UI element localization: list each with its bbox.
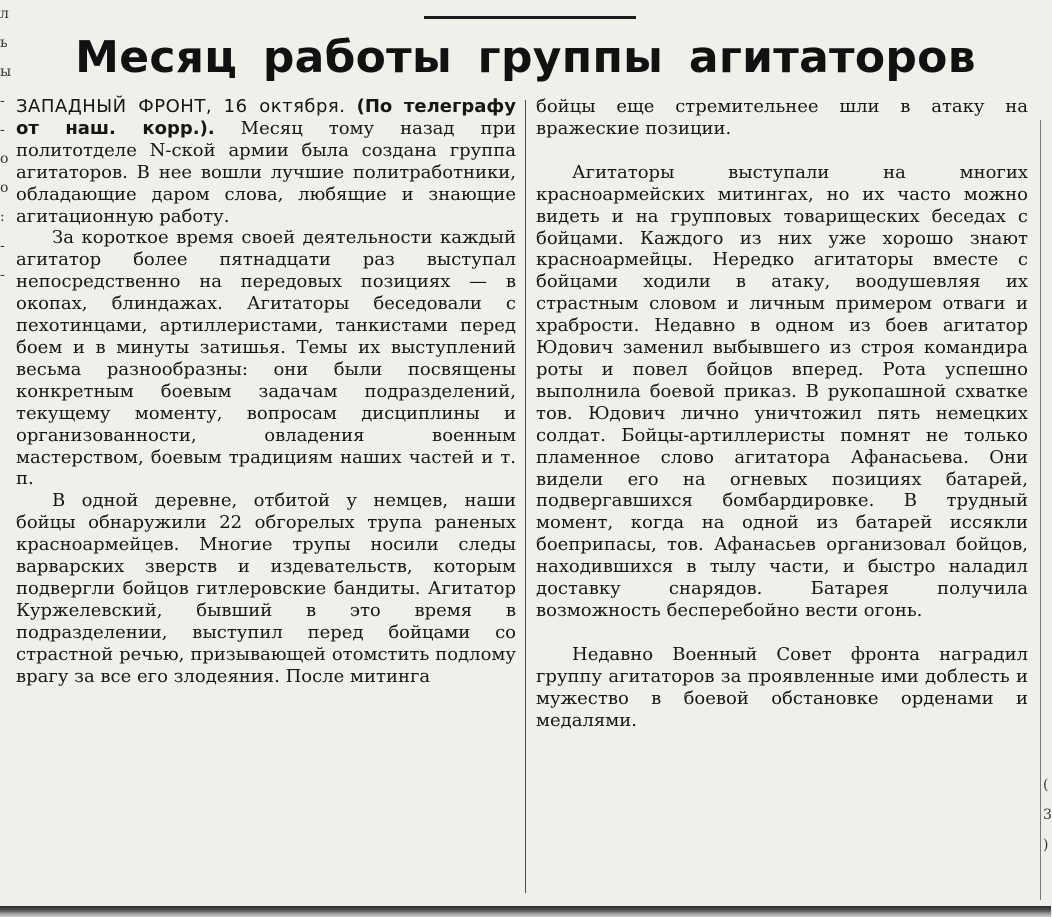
- article-column-right: [536, 96, 1028, 897]
- article-paragraph-continuation: бойцы еще стремительнее шли в атаку на вражеские позиции.: [536, 96, 1028, 139]
- article-lead-paragraph: [16, 96, 516, 227]
- left-margin-fragment: л ь ы - - о о : - -: [0, 6, 12, 283]
- page-bottom-edge: [0, 906, 1051, 917]
- article-dateline: ЗАПАДНЫЙ ФРОНТ, 16 октября.: [16, 96, 346, 117]
- headline-top-rule: [424, 16, 636, 19]
- article-paragraph: Агитаторы выступали на многих красноармейских митингах, но их часто можно видеть и на групповых товарищеских беседах с бойцами. Каждого из них уже хорошо знают красноармейцы. Нередко агитаторы вместе с бойцами ходили в атаку, воодушевляя их страстным словом и личным примером отваги и храбрости. Недавно в одном из боев агитатор Юдович заменил выбывшего из строя командира роты и повел бойцов вперед. Рота успешно выполнила боевой приказ. В рукопашной схватке тов. Юдович лично уничтожил пять немецких солдат. Бойцы-артиллеристы помнят не только пламенное слово агитатора Афанасьева. Они видели его на огневых позициях батарей, подвергавшихся бомбардировке. В трудный момент, когда на одной из батарей иссякли боеприпасы, тов. Афанасьев организовал бойцов, находившихся в тылу части, и быстро наладил доставку снарядов. Батарея получила возможность бесперебойно вести огонь.: [536, 161, 1028, 621]
- right-margin-rule: [1040, 120, 1041, 900]
- column-divider: [525, 100, 526, 893]
- article-column-left: [16, 96, 516, 897]
- paragraph-spacer: [536, 140, 1028, 162]
- right-margin-fragment: ( 3 ): [1043, 777, 1052, 853]
- article-closing-paragraph: Недавно Военный Совет фронта наградил группу агитаторов за проявленные ими доблесть и мужество в боевой обстановке орденами и медалями.: [536, 643, 1028, 731]
- paragraph-spacer: [536, 622, 1028, 644]
- article-source-credit: (По телеграфу от наш. корр.).: [16, 96, 516, 139]
- article-paragraph: В одной деревне, отбитой у немцев, наши бойцы обнаружили 22 обгорелых трупа раненых красноармейцев. Многие трупы носили следы варварских зверств и издевательств, которым подвергли бойцов гитлеровские бандиты. Агитатор Куржелевский, бывший в это время в подразделении, выступил перед бойцами со страстной речью, призывающей отомстить подлому врагу за все его злодеяния. После митинга: [16, 490, 516, 687]
- article-paragraph: За короткое время своей деятельности каждый агитатор более пятнадцати раз выступал непосредственно на передовых позициях — в окопах, блиндажах. Агитаторы беседовали с пехотинцами, артиллеристами, танкистами перед боем и в минуты затишья. Темы их выступлений весьма разнообразны: они были посвящены конкретным боевым задачам подразделений, текущему моменту, вопросам дисциплины и организованности, овладения военным мастерством, боевым традициям наших частей и т. п.: [16, 227, 516, 490]
- article-paragraph-text: Месяц тому назад при политотделе N-ской армии была создана группа агитаторов. В нее вошли лучшие политработники, обладающие даром слова, любящие и знающие агитационную работу.: [16, 117, 517, 227]
- article-headline: Месяц работы группы агитаторов: [75, 32, 976, 83]
